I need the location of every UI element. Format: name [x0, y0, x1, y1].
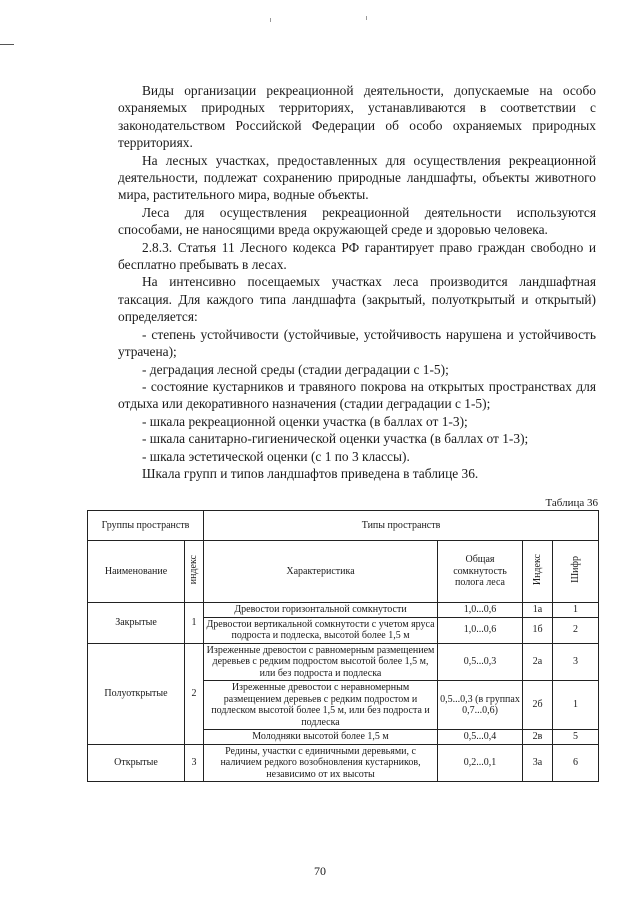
- row-index: 3а: [523, 744, 553, 782]
- header-types: Типы пространств: [204, 511, 599, 541]
- row-index: 1б: [523, 617, 553, 643]
- body-text: [118, 82, 596, 482]
- list-item: - состояние кустарников и травяного покрова на открытых пространствах для отдыха или декоративного назначения (стадии деградации с 1-5);: [118, 378, 596, 412]
- page-number: 70: [314, 864, 326, 878]
- row-code: 2: [553, 617, 599, 643]
- row-index: 2б: [523, 681, 553, 730]
- group-index: 3: [185, 744, 204, 782]
- list-item: - степень устойчивости (устойчивые, устойчивость нарушена и устойчивость утрачена);: [118, 326, 596, 360]
- col-index2: Индекс: [523, 541, 553, 603]
- group-name: Полуоткрытые: [88, 643, 185, 744]
- row-characteristic: Изреженные древостои с равномерным размещением деревьев с редким подростом высотой более 1,5 м, или без подроста и подлеска: [204, 643, 438, 681]
- row-density: 0,5...0,3: [438, 643, 523, 681]
- scan-dot: [270, 18, 271, 22]
- paragraph: 2.8.3. Статья 11 Лесного кодекса РФ гарантирует право граждан свободно и бесплатно пребывать в лесах.: [118, 239, 596, 273]
- col-code: Шифр: [553, 541, 599, 603]
- paragraph: Шкала групп и типов ландшафтов приведена в таблице 36.: [142, 465, 479, 481]
- row-density: 0,2...0,1: [438, 744, 523, 782]
- paragraph: Виды организации рекреационной деятельности, допускаемые на особо охраняемых природных территориях, устанавливаются в соответствии с законодательством Российской Федерации об особо охраняемых природных территориях.: [118, 83, 596, 151]
- paragraph: На интенсивно посещаемых участках леса производится ландшафтная таксация. Для каждого типа ландшафта (закрытый, полуоткрытый и открытый) определяется:: [118, 274, 596, 325]
- col-characteristic: Характеристика: [204, 541, 438, 603]
- row-code: 3: [553, 643, 599, 681]
- row-density: 1,0...0,6: [438, 603, 523, 618]
- table-row: [88, 744, 599, 782]
- row-code: 5: [553, 730, 599, 745]
- table-caption: Таблица 36: [545, 497, 598, 509]
- scan-dot: [366, 16, 367, 20]
- row-characteristic: Молодняки высотой более 1,5 м: [204, 730, 438, 745]
- table-row: [88, 643, 599, 681]
- row-index: 1а: [523, 603, 553, 618]
- group-name: Закрытые: [88, 603, 185, 644]
- row-characteristic: Изреженные древостои с неравномерным размещением деревьев с редким подростом и подлеском высотой более 1,5 м, или без подроста и подлеска: [204, 681, 438, 730]
- col-density: Общая сомкнутость полога леса: [438, 541, 523, 603]
- row-density: 0,5...0,3 (в группах 0,7...0,6): [438, 681, 523, 730]
- paragraph: Леса для осуществления рекреационной деятельности используются способами, не наносящими вреда окружающей среде и здоровью человека.: [118, 204, 596, 238]
- col-name: Наименование: [88, 541, 185, 603]
- list-item: - деградация лесной среды (стадии деградации с 1-5);: [142, 361, 449, 377]
- list-item: - шкала рекреационной оценки участка (в баллах от 1-3);: [142, 413, 468, 429]
- paragraph: На лесных участках, предоставленных для осуществления рекреационной деятельности, подлежат сохранению природные ландшафты, объекты животного мира, растительного мира, водные объекты.: [118, 152, 596, 203]
- row-code: 1: [553, 681, 599, 730]
- group-index: 2: [185, 643, 204, 744]
- col-index: индекс: [185, 541, 204, 603]
- row-density: 0,5...0,4: [438, 730, 523, 745]
- header-groups: Группы пространств: [88, 511, 204, 541]
- row-characteristic: Редины, участки с единичными деревьями, с наличием редкого возобновления кустарников, независимо от их высоты: [204, 744, 438, 782]
- row-characteristic: Древостои вертикальной сомкнутости с учетом яруса подроста и подлеска, высотой более 1,5 м: [204, 617, 438, 643]
- row-characteristic: Древостои горизонтальной сомкнутости: [204, 603, 438, 618]
- list-item: - шкала эстетической оценки (с 1 по 3 классы).: [142, 448, 410, 464]
- scan-edge-mark: [0, 44, 14, 45]
- row-density: 1,0...0,6: [438, 617, 523, 643]
- row-code: 6: [553, 744, 599, 782]
- landscape-table: [87, 510, 599, 782]
- group-name: Открытые: [88, 744, 185, 782]
- row-index: 2в: [523, 730, 553, 745]
- row-index: 2а: [523, 643, 553, 681]
- table-row: [88, 603, 599, 618]
- row-code: 1: [553, 603, 599, 618]
- list-item: - шкала санитарно-гигиенической оценки участка (в баллах от 1-3);: [142, 431, 529, 447]
- group-index: 1: [185, 603, 204, 644]
